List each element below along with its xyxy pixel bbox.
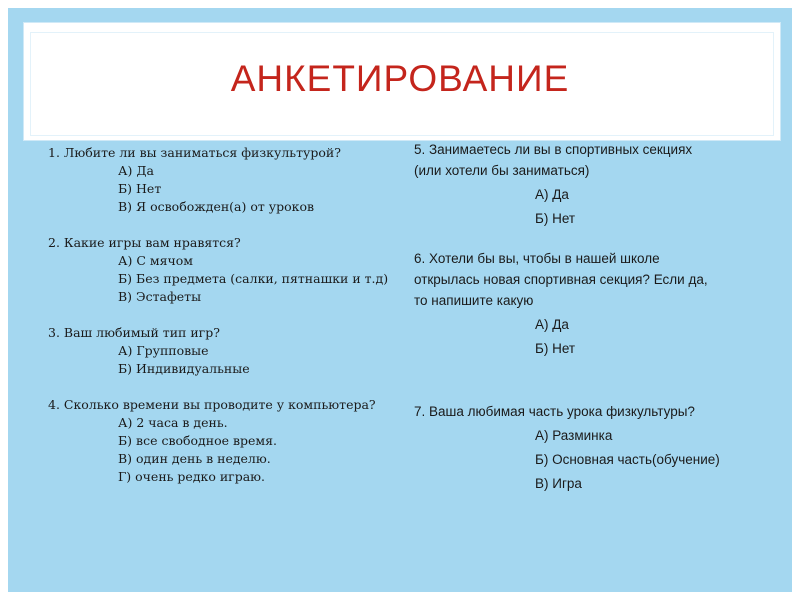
question-1: 1. Любите ли вы заниматься физкультурой? <box>48 145 341 160</box>
question-2-option-c: В) Эстафеты <box>118 289 202 304</box>
question-6-option-b: Б) Нет <box>535 341 576 356</box>
question-2-option-b: Б) Без предмета (салки, пятнашки и т.д) <box>118 271 389 286</box>
question-2-option-a: А) С мячом <box>118 253 193 268</box>
question-1-option-b: Б) Нет <box>118 181 162 196</box>
question-6-line-3: то напишите какую <box>414 293 534 308</box>
question-7-line-1: 7. Ваша любимая часть урока физкультуры? <box>414 404 695 419</box>
question-2: 2. Какие игры вам нравятся? <box>48 235 241 250</box>
page-title: АНКЕТИРОВАНИЕ <box>230 58 570 99</box>
question-1-option-c: В) Я освобожден(а) от уроков <box>118 199 315 214</box>
question-4-option-d: Г) очень редко играю. <box>118 469 266 484</box>
question-4-option-a: А) 2 часа в день. <box>118 415 228 430</box>
question-3-option-b: Б) Индивидуальные <box>118 361 250 376</box>
question-1-option-a: А) Да <box>118 163 154 178</box>
question-3-option-a: А) Групповые <box>118 343 209 358</box>
question-5-option-b: Б) Нет <box>535 211 576 226</box>
question-4: 4. Сколько времени вы проводите у компьютера? <box>48 397 376 412</box>
question-3: 3. Ваш любимый тип игр? <box>48 325 220 340</box>
questions-left <box>48 144 408 486</box>
question-5-option-a: А) Да <box>535 187 569 202</box>
question-6-line-1: 6. Хотели бы вы, чтобы в нашей школе <box>414 251 660 266</box>
question-5-line-2: (или хотели бы заниматься) <box>414 163 590 178</box>
question-7-option-a: А) Разминка <box>535 428 613 443</box>
question-6-option-a: А) Да <box>535 317 569 332</box>
question-7-option-b: Б) Основная часть(обучение) <box>535 452 720 467</box>
questions-right <box>414 139 774 494</box>
question-7-option-c: В) Игра <box>535 476 582 491</box>
question-5-line-1: 5. Занимаетесь ли вы в спортивных секциях <box>414 142 693 157</box>
question-4-option-c: В) один день в неделю. <box>118 451 271 466</box>
question-4-option-b: Б) все свободное время. <box>118 433 278 448</box>
question-6-line-2: открылась новая спортивная секция? Если да, <box>414 272 708 287</box>
